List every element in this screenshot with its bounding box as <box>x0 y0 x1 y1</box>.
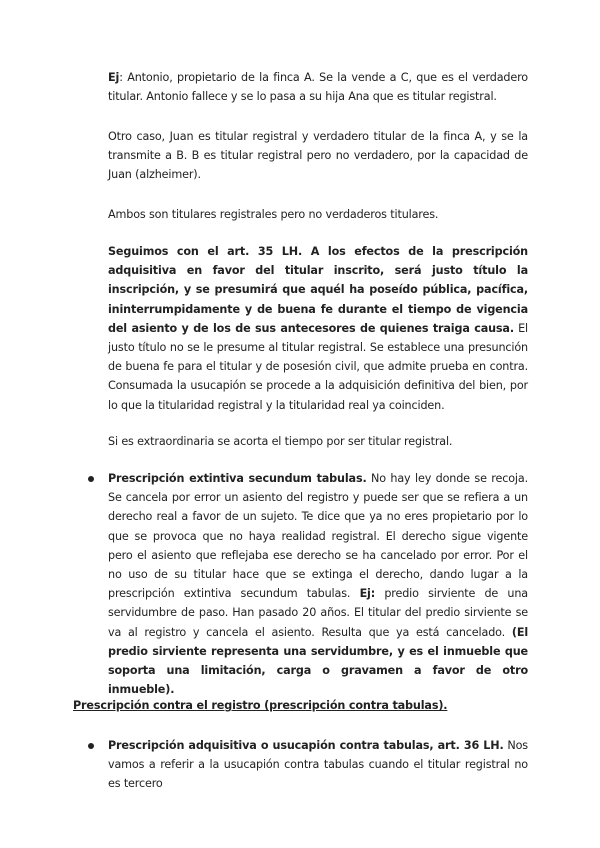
bullet-adquisitiva <box>88 736 528 794</box>
bullet-extintiva-text <box>108 469 528 699</box>
example-paragraph <box>108 68 528 106</box>
example-label: Ej <box>108 71 120 84</box>
both-paragraph: Ambos son titulares registrales pero no verdaderos titulares. <box>108 208 439 221</box>
section-heading: Prescripción contra el registro (prescripción contra tabulas). <box>73 699 448 712</box>
art35-paragraph <box>108 242 528 415</box>
extintiva-body-1: No hay ley donde se recoja. Se cancela por error un asiento del registro y puede ser que se refiera a un derecho real a favor de un sujeto. Te dice que ya no eres propietario por lo que se provoca que no haya realidad registral. El derecho sigue vigente pero el asiento que reflejaba ese derecho se ha cancelado por error. Por el no uso de su titular hace que se extinga el derecho, dando lugar a la prescripción extintiva secundum tabulas. <box>108 472 528 601</box>
art35-bold: Seguimos con el art. 35 LH. A los efectos de la prescripción adquisitiva en favor del titular inscrito, será justo título la inscripción, y se presumirá que aquél ha poseído pública, pacífica, ininterrumpidamente y de buena fe durante el tiempo de vigencia del asiento y de los de sus antecesores de quienes traiga causa. <box>108 245 528 335</box>
bullet-icon <box>88 743 94 749</box>
example-text: : Antonio, propietario de la finca A. Se la vende a C, que es el verdadero titular. Antonio fallece y se lo pasa a su hija Ana que es titular registral. <box>108 71 528 104</box>
extintiva-note: (El predio sirviente representa una servidumbre, y es el inmueble que soporta una limitación, carga o gravamen a favor de otro inmueble). <box>108 625 528 697</box>
extintiva-body-2: predio sirviente de una servidumbre de paso. Han pasado 20 años. El titular del predio sirviente se va al registro y cancela el asiento. Resulta que ya está cancelado. <box>108 587 528 639</box>
extintiva-ej-label: Ej: <box>359 587 376 601</box>
other-case-paragraph: Otro caso, Juan es titular registral y verdadero titular de la finca A, y se la transmite a B. B es titular registral pero no verdadero, por la capacidad de Juan (alzheimer). <box>108 130 528 182</box>
adquisitiva-title: Prescripción adquisitiva o usucapión contra tabulas, art. 36 LH. <box>108 739 504 752</box>
extraordinary-paragraph: Si es extraordinaria se acorta el tiempo por ser titular registral. <box>108 435 453 448</box>
extintiva-title: Prescripción extintiva secundum tabulas. <box>108 472 367 485</box>
adquisitiva-body: Nos vamos a referir a la usucapión contra tabulas cuando el titular registral no es tercero <box>108 739 528 791</box>
bullet-adquisitiva-text <box>108 736 528 794</box>
bullet-icon <box>88 476 94 482</box>
art35-text: El justo título no se le presume al titular registral. Se establece una presunción de buena fe para el titular y de posesión civil, que admite prueba en contra. Consumada la usucapión se procede a la adquisición definitiva del bien, por lo que la titularidad registral y la titularidad real ya coinciden. <box>108 321 528 412</box>
bullet-extintiva <box>88 469 528 699</box>
